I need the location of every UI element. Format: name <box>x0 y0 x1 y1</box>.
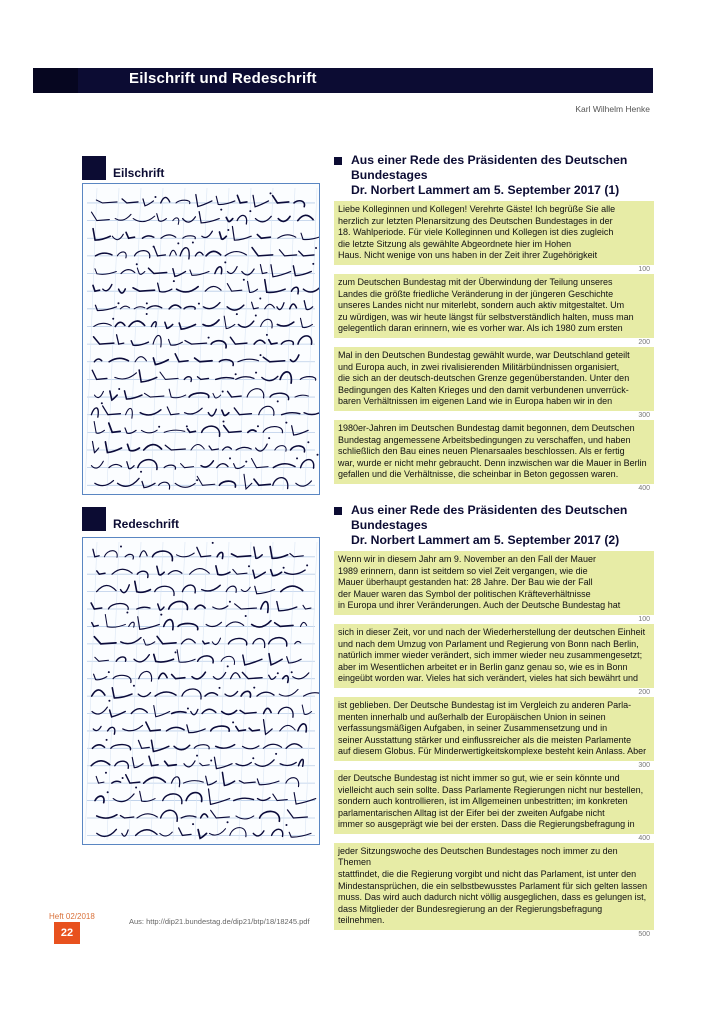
article-1-paragraph: zum Deutschen Bundestag mit der Überwindung der Teilung unseres Landes die größte friedliche Veränderung in der jüngeren Geschichte unseres Landes nicht nur miterlebt, sondern auch aktiv mitgestaltet. Um zu würdigen, was wir heute längst für selbstverständlich halten, muss man gelegentlich daran erinnern, wie es vorher war. Als ich 1980 zum ersten <box>334 274 654 338</box>
redeschrift-shorthand-image <box>82 537 320 845</box>
article-2-paragraph: sich in dieser Zeit, vor und nach der Wiederherstellung der deutschen Einheit und nach dem Umzug von Parlament und Regierung von Bonn nach Berlin, natürlich immer wieder verändert, sich immer wieder neu zusammengesetzt; aber im Wesentlichen arbeitet er in Berlin ganz genau so, wie es in Bonn eingeübt worden war. Vieles hat sich verändert, vieles hat sich bewährt und <box>334 624 654 688</box>
eilschrift-shorthand-image <box>82 183 320 495</box>
syllable-marker: 200 <box>638 688 650 696</box>
article-2-paragraph: ist geblieben. Der Deutsche Bundestag ist im Vergleich zu anderen Parla- menten innerhalb und außerhalb der Europäischen Union in seinen verfassungsmäßigen Aufgaben, in seiner Zusammensetzung und in seiner Ausstattung stärker und einflussreicher als die meisten Parlamente auf diesem Globus. Für Minderwertigkeitskomplexe besteht kein Anlass. Aber <box>334 697 654 761</box>
author-name: Karl Wilhelm Henke <box>575 104 650 114</box>
article-2-paragraph: der Deutsche Bundestag ist nicht immer so gut, wie er sein könnte und vielleicht auch sein sollte. Dass Parlamente Regierungen nicht nur bestellen, sondern auch kontrollieren, ist im Allgemeinen unbestritten; im konkreten parlamentarischen Alltag ist der Eifer bei der zweiten Aufgabe nicht immer so ausgeprägt wie bei der ersten. Dass die Regierungsbefragung in <box>334 770 654 834</box>
syllable-marker: 400 <box>638 834 650 842</box>
article-1-title: Aus einer Rede des Präsidenten des Deutschen Bundestages Dr. Norbert Lammert am 5. September 2017 (1) <box>351 153 628 197</box>
eilschrift-shorthand-drawing <box>83 184 319 494</box>
article-1-paragraph: Mal in den Deutschen Bundestag gewählt wurde, war Deutschland geteilt und Europa auch, in zwei rivalisierenden Militärbündnissen organisiert, die sich an der deutsch-deutschen Grenze gegenüberstanden. Unter den Bedingungen des Kalten Krieges und den damit verbundenen unverrück- baren Verhältnissen im eigenen Land wie in Europa haben wir in den <box>334 347 654 411</box>
article-2-header <box>334 503 654 551</box>
redeschrift-shorthand-drawing <box>83 538 319 844</box>
article-2-paragraph: jeder Sitzungswoche des Deutschen Bundestages noch immer zu den Themen stattfindet, die die Regierung vorgibt und nicht das Parlament, ist unter den Mindestansprüchen, die ein selbstbewusstes Parlament für sich gelten lassen muss. Das wird auch dadurch nicht völlig ausgeglichen, dass es gelungen ist, dass Mitglieder der Bundesregierung an der Regierungsbefragung teilnehmen. <box>334 843 654 930</box>
section-square-icon <box>82 507 106 531</box>
syllable-marker: 100 <box>638 615 650 623</box>
article-2-paragraph: Wenn wir in diesem Jahr am 9. November an den Fall der Mauer 1989 erinnern, dann ist seitdem so viel Zeit vergangen, wie die Mauer überhaupt gestanden hat: 28 Jahre. Der Bau wie der Fall der Mauer waren das Symbol der politischen Kräfteverhältnisse in Europa und ihrer Veränderungen. Auch der Deutsche Bundestag hat <box>334 551 654 615</box>
syllable-marker: 300 <box>638 761 650 769</box>
article-1-paragraph: Liebe Kolleginnen und Kollegen! Verehrte Gäste! Ich begrüße Sie alle herzlich zur letzten Plenarsitzung des Deutschen Bundestages in der 18. Wahlperiode. Für viele Kolleginnen und Kollegen ist dies zugleich die letzte Sitzung als gewählte Abgeordnete hier im Hohen Haus. Nicht wenige von uns haben in der Zeit ihrer Zugehörigkeit <box>334 201 654 265</box>
syllable-marker: 300 <box>638 411 650 419</box>
article-2-title: Aus einer Rede des Präsidenten des Deutschen Bundestages Dr. Norbert Lammert am 5. September 2017 (2) <box>351 503 628 547</box>
issue-label: Heft 02/2018 <box>49 912 95 921</box>
bullet-square-icon <box>334 507 342 515</box>
article-1 <box>334 153 654 493</box>
header-bar <box>33 68 653 93</box>
eilschrift-label: Eilschrift <box>113 166 165 180</box>
syllable-marker: 500 <box>638 931 650 939</box>
syllable-marker: 400 <box>638 484 650 492</box>
bullet-square-icon <box>334 157 342 165</box>
header-accent <box>33 68 78 93</box>
page-number: 22 <box>54 922 80 944</box>
eilschrift-heading <box>82 156 322 186</box>
page-title: Eilschrift und Redeschrift <box>129 70 317 87</box>
syllable-marker: 100 <box>638 265 650 273</box>
syllable-marker: 200 <box>638 338 650 346</box>
redeschrift-heading <box>82 507 322 537</box>
article-2 <box>334 503 654 939</box>
article-1-paragraph: 1980er-Jahren im Deutschen Bundestag damit begonnen, dem Deutschen Bundestag angemessene Arbeitsbedingungen zu verschaffen, und haben schließlich den Bau eines neuen Plenarsaales beschlossen. Als er fertig war, wurde er nicht mehr gebraucht. Denn inzwischen war die Mauer in Berlin gefallen und die Verhältnisse, die scheinbar in Beton gegossen waren. <box>334 420 654 484</box>
redeschrift-label: Redeschrift <box>113 517 180 531</box>
article-1-header <box>334 153 654 201</box>
source-link[interactable]: Aus: http://dip21.bundestag.de/dip21/btp/18/18245.pdf <box>129 917 310 926</box>
section-square-icon <box>82 156 106 180</box>
